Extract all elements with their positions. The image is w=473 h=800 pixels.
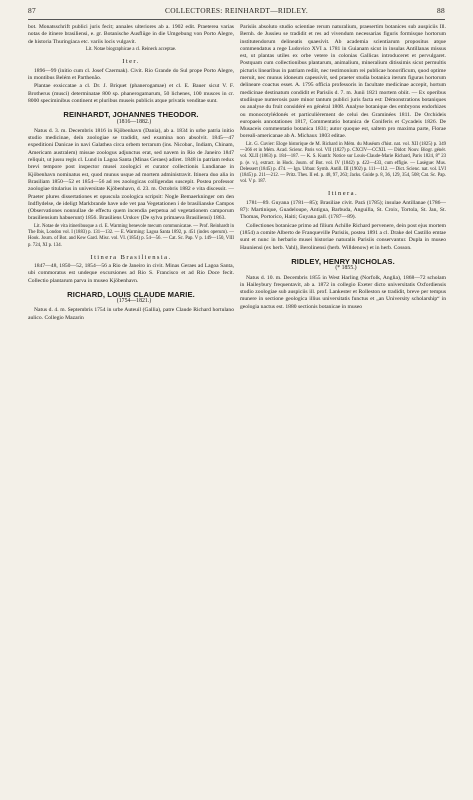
entry-heading-reinhardt: REINHARDT, JOHANNES THEODOR. xyxy=(63,110,199,120)
intro-paragraph: bot. Monatsschrift publici juris fecit; annales ulteriores ab a. 1902 edit. Praeterea varias notas de itinere brasiliensi, e. gr. Botanische Ausflüge in die Umgebung von Porto Alegre, de historia Thuringiaca etc. variis locis vulgavit. xyxy=(28,24,234,45)
section-heading-iter: Iter. xyxy=(122,58,140,66)
literature-note: Lit. Notae de vita itineribusque a cl. E. Warming benevole mecum communicatae. — Prof. Reinhardt in The Ibis, London vol. I (1883) p. 131—132. — E. Warming: Lagoa Santa 1892, p. 451 (index operum). — Hook. Journ. of Bot. and Kew Gard. Misc. vol. VI. (1854) p. 54—56. — Cat. Sc. Pap. V p. 149—150, VIII p. 724, XI p. 134. xyxy=(28,223,234,248)
iter-paragraph: 1781—89. Guyana (1781—85); Brasiliae civit. Pará (1785); insulae Antillanae (1786—87): Martinique, Guadeloupe, Antigua, Barbuda, Anguilla, St. Croix, Tortola, St. Jan, St. Thomas, Portorico, Haiti; Guyana gall. (1787—89). xyxy=(240,199,446,221)
entry-biography: Natus d. 4. m. Septembris 1754 in urbe Auteuil (Gallia), patre Claude Richard hortulano aulico. Collegio Mazarin xyxy=(28,307,234,321)
entry-heading-ridley: RIDLEY, HENRY NICHOLAS. xyxy=(291,256,395,266)
iter-paragraph: Plantae exsiccatae a cl. Dr. J. Briquet (phanerogamae) et cl. E. Bauer sicut V. F. Brotherus (musci) determinatae 800 sp. phanerogamarum, 50 lichenes, 100 musces in cr. 8000 speciminibus continent et pluribus museis publicis atque privatis venditae sunt. xyxy=(28,83,234,104)
running-header xyxy=(28,6,445,15)
iter-paragraph: Collectiones botanicae primo ad filium Achille Richard pervenere, dein post ejus mortem (1854) a comite Alberto de Franqueville Parisiis, postea 1891 a cl. Drake del Castillo emtae sunt et nunc in herbario musei historiae naturalis Parisiis conservantur. Dupla in museo Hauniensi (ex herb. Vahl), Berolinensi (herb. Willdenow) et in herb. Cosson. xyxy=(240,222,446,251)
page-number-left: 87 xyxy=(28,6,36,15)
literature-note: Lit. Notae biographicae a cl. Reineck acceptae. xyxy=(85,47,177,53)
iter-paragraph: 1847—48, 1850—52, 1854—56 a Rio de Janeiro in civit. Minas Geraes ad Lagoa Santa, ubi commoratus est undeque excursiones ad Rio S. Francisco et ad Rio Doce fecit. Collectio plantarum parva in museo Kjöbenhavn. xyxy=(28,263,234,284)
literature-note: Lit. G. Cuvier: Eloge historique de M. Richard in Mém. du Muséum d'hist. nat. vol. XII (1825) p. 349—366 et in Mém. Acad. Scienc. Paris vol. VII (1827) p. CXCIV—CCXII. — Didot: Nouv. Biogr. génér. vol. XLII (1863) p. 184—187. — K. S. Kunth: Notice sur Louis-Claude-Marie Richard, Paris 1824, 8° 23 p. (e. v.), extract. in Hock. Journ. of Bot. vol. IV (1842) p. 422—433, cum effigie. — Lasègue: Mus. Delessert (1845) p. 474. — Ign. Urban: Symb. Antill. III (1902) p. 111—112. — Dict. Scienc. nat. vol. LVI (1845) p. 211—212. — Pritz. Thes. II ed. p. 48, 97, 263; Jacks. Guide p. 8, 36, 129, 354, 508; Cat. Sc. Pap. vol. V p. 187. xyxy=(240,141,446,185)
continued-biography: Parisiis absoluto studio scientiae rerum naturalium, praesertim botanices sub auspiciis Ill. Bernh. de Jussieu se tradidit et res ad vivendum necessarias figuris formisque hortorum institutendorum delineatis quaesivit. Ab academia scientiarum propositus atque commendatus a rege Ludovico XVI a. 1781 in Guianam sicut in insulas Antillanas missus est, ut plantas utiles ex orbe vetere in colonias Gallicas introduceret et pervulgaret. Postquam cum collectionibus plantarum, animalium, mineralium ditissimis sicut permultis picturis linearibus in patriam rediit, nec testimonium rei publicae honorificum, quod optime meruit, nec munus idoneum capessivit, sed praeter studia botanica iterum figuras hortorum delineare coactus esset. A. 1795 officia professoris in facultate medicinae accepit, hortum medicinae destinatum condidit et Parisiis d. 7. m. Junii 1821 mortem obiit. — Ex operibus studiisque numerosis pare minor tantum publici juris facta est: Démonstrations botaniques ou analyse du fruit considéré en général 1808. Analyse botanique des embryons endorhizes ou monocotylédonés et particulièrement de celui des Graminées 1811. De Orchideis europaeis annotationes 1817, Commentatio botanica de Coniferis et Cycadeis 1826. De Musaceis commentatio botanica 1831; autor quoque est, saltem pro maxima parte, Florae boreali-americanae ab A. Michaux 1803 editae. xyxy=(240,24,446,140)
entry-biography: Natus d. 10. m. Decembris 1855 in West Harling (Norfolk, Anglia), 1868—72 scholam in Haileybury frequentavit, ab a. 1872 in collegio Exeter dicto universitatis Oxfordiensis studio zoologiae sub auspiciis ill. prof. Lankester et Rolleston se tradidit, breve per tempus munere in sectione geologica illius universitatis functus et „an University scholarship“ in geologia nactus est. 1880 sectionis botanicae in museo xyxy=(240,274,446,310)
iter-paragraph: 1896—99 (initio cum cl. Josef Czermak). Civit. Rio Grande do Sul prope Porto Alegre, in montibus Belém et Parthenão. xyxy=(28,67,234,81)
entry-dates: (1816—1882.) xyxy=(116,118,152,125)
header-rule xyxy=(28,19,445,20)
left-column xyxy=(28,24,234,794)
section-heading-itinera: Itinera. xyxy=(327,190,359,198)
entry-dates: (* 1855.) xyxy=(335,265,357,272)
section-heading-itinera: Itinera Brasiliensia. xyxy=(90,253,172,261)
page-number-right: 88 xyxy=(437,6,445,15)
entry-biography: Natus d. 3. m. Decembris 1816 in Kjöbenhavn (Dania), ab a. 1834 in urbe patria initio studio medicinae, deín zoologiae se tradidit, sed examina non absolvit. 1845—47 expeditioni Danicae in navi Galathea circa orbem terrarum (ins. Nicobar., Indiam, Chinam, Americam australem) missae zoologus adjunctus erat, sed navem in Rio de Janeiro 1847 reliquit, ut jussu regis cl. Lund in Lagoa Santa (Minas Geraes) adiret. 1848 in patriam redux brevi tempore post inspector musei zoologici et curator collectionis Lundianae in Kjöbenhavn nominatus est, quod munus usque ad mortem administravit. Itinera duo alia in Brasiliam 1850—52 et 1854—56 ad res zoologicas colligendas suscepit. Postea professor zoologiae titularius in universitate Kjöbenhavn, d. 23. m. Octobris 1882 e vita discessit. — Praeter plures dissertationes et opuscula zoologica scripsit: Nogle Bemaerkninger om den Indflydelse, de ideligt Markbrande have ude vet paa Vegetationen i de brasilianske Campos (Observationes nonnullae de effectu quem incendia perpetua ad vegetationem camporum brasiliensium habuerunt) 1856. Brasiliens Urskov (De sylva primaeva Brasiliensi) 1863. xyxy=(28,127,234,222)
entry-dates: (1754—1821.) xyxy=(116,298,152,305)
entry-heading-richard: RICHARD, LOUIS CLAUDE MARIE. xyxy=(67,289,195,299)
running-title: COLLECTORES: REINHARDT—RIDLEY. xyxy=(165,6,308,15)
right-column xyxy=(240,24,446,794)
